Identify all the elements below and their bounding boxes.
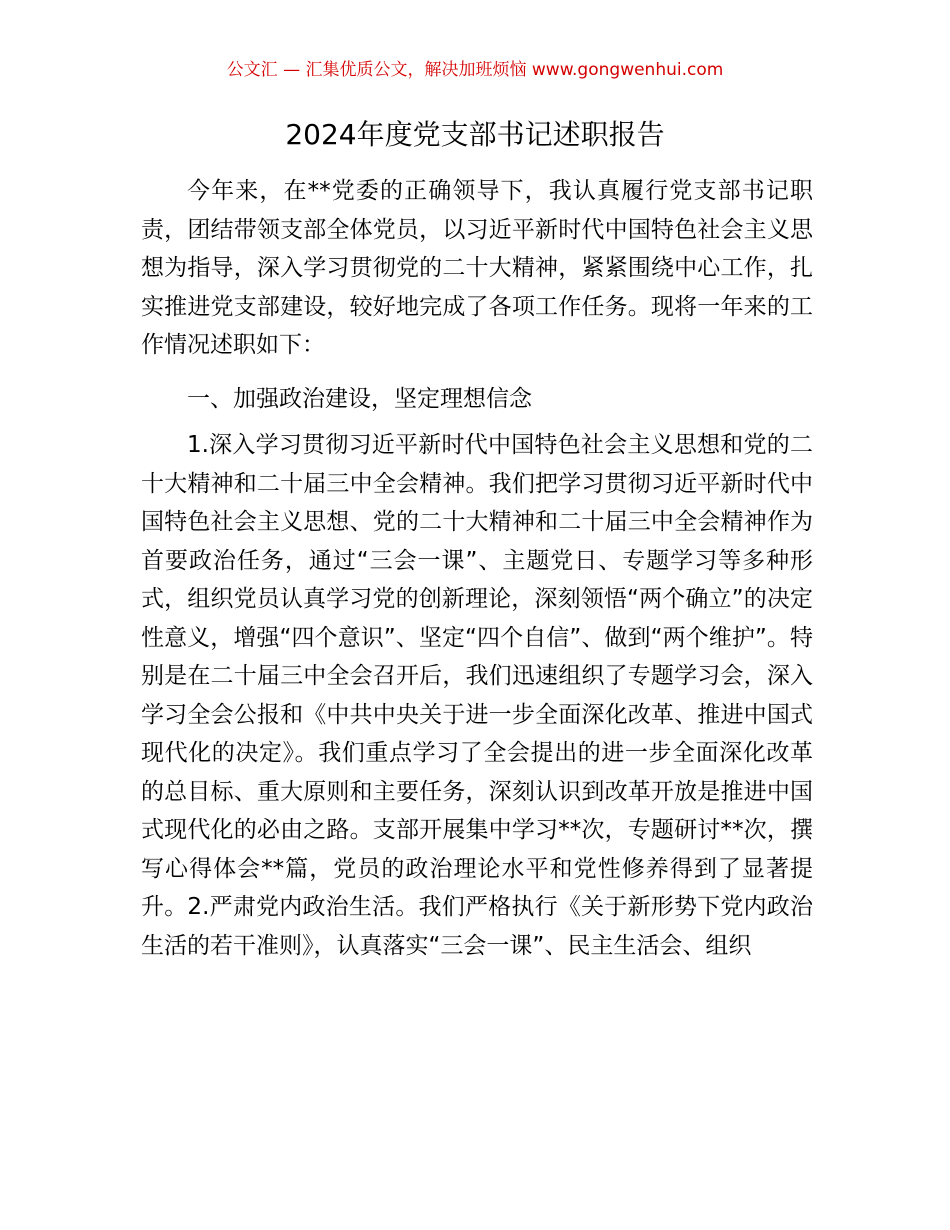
site-banner: 公文汇 — 汇集优质公文，解决加班烦恼 www.gongwenhui.com bbox=[226, 60, 724, 80]
section-heading-1: 一、加强政治建设，坚定理想信念 bbox=[187, 385, 532, 412]
section-1-paragraph: 1.深入学习贯彻习近平新时代中国特色社会主义思想和党的二十大精神和二十届三中全会精神。我们把学习贯彻习近平新时代中国特色社会主义思想、党的二十大精神和二十届三中全会精神作为首要政治任务，通过“三会一课”、主题党日、专题学习等多种形式，组织党员认真学习党的创新理论，深刻领悟“两个确立”的决定性意义，增强“四个意识”、坚定“四个自信”、做到“两个维护”。特别是在二十届三中全会召开后，我们迅速组织了专题学习会，深入学习全会公报和《中共中央关于进一步全面深化改革、推进中国式现代化的决定》。我们重点学习了全会提出的进一步全面深化改革的总目标、重大原则和主要任务，深刻认识到改革开放是推进中国式现代化的必由之路。支部开展集中学习**次，专题研讨**次，撰写心得体会**篇，党员的政治理论水平和党性修养得到了显著提升。2.严肃党内政治生活。我们严格执行《关于新形势下党内政治生活的若干准则》，认真落实“三会一课”、民主生活会、组织 bbox=[141, 432, 813, 959]
intro-paragraph: 今年来，在**党委的正确领导下，我认真履行党支部书记职责，团结带领支部全体党员，以习近平新时代中国特色社会主义思想为指导，深入学习贯彻党的二十大精神，紧紧围绕中心工作，扎实推进党支部建设，较好地完成了各项工作任务。现将一年来的工作情况述职如下： bbox=[141, 178, 813, 358]
document-title: 2024年度党支部书记述职报告 bbox=[285, 118, 665, 151]
document-body bbox=[141, 172, 813, 965]
